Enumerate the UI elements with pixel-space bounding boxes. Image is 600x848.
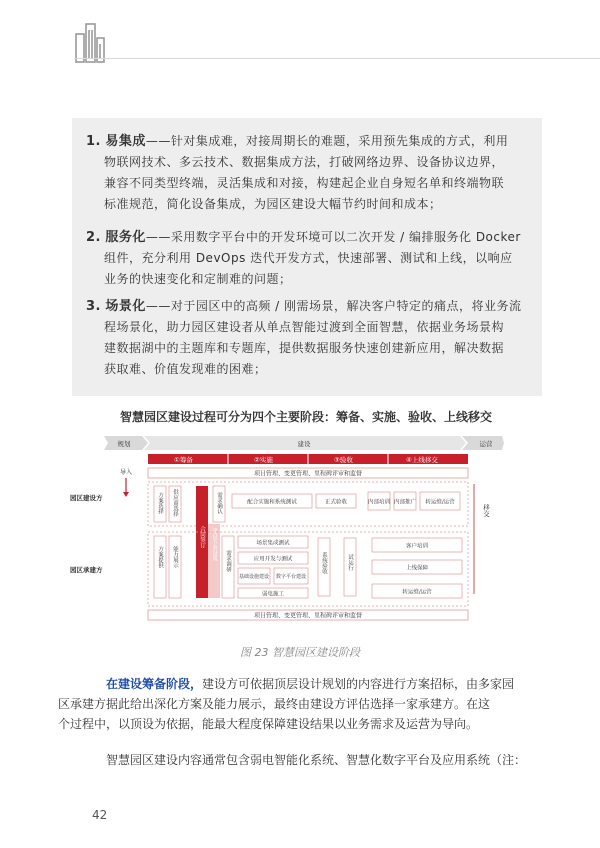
contractor-box: 数字平台建设 [275,574,307,580]
paragraph-2: 智慧园区建设内容通常包含弱电智能化系统、智慧化数字平台及应用系统（注： [106,753,527,767]
owner-box: 方案选择 [157,492,163,514]
center-box: 建设节奏设置 [211,528,217,561]
feature-number: 2. [86,230,101,245]
owner-box: 配合实施和系统测试 [247,499,297,506]
feature-item-1 [86,131,508,215]
paragraph-line: 建设方可依据顶层设计规划的内容进行方案招标，由多家园 [202,677,515,691]
construction-stages-diagram [70,434,504,638]
owner-label: 园区建设方 [70,494,103,502]
feature-item-3 [86,296,522,380]
figure-caption: 图 23 智慧园区建设阶段 [240,646,360,659]
page-number: 42 [92,808,108,822]
pm-bar-bottom-label: 项目管理、变更管理、里程碑评审和监督 [253,612,363,620]
feature-line: 组件，充分利用 DevOps 迭代开发方式，快速部署、测试和上线，以响应 [104,251,513,265]
center-box: 合同签订 [199,526,205,548]
feature-line: 物联网技术、多云技术、数据集成方法，打破网络边界、设备协议边界， [104,155,505,169]
feature-title: 场景化 [105,299,146,314]
contractor-box: 转运维/运营 [402,589,432,596]
contractor-box: 能力展示 [172,546,178,568]
owner-box: 内部推广 [393,499,417,506]
feature-title: 服务化 [105,230,146,245]
feature-line: 业务的快速变化和定制难的问题； [104,272,292,286]
owner-box: 正式验收 [324,499,348,506]
contractor-box: 上线保障 [405,565,429,572]
feature-title: 易集成 [105,134,146,149]
feature-item-2 [86,227,521,290]
ops-label: 运营 [479,440,493,448]
contractor-box: 需求调研 [225,550,231,572]
contractor-box: 方案提供 [157,546,163,568]
contractor-box: 系统验收 [321,552,327,574]
phase-impl: ②实施 [254,456,273,464]
feature-number: 3. [86,299,101,314]
feature-line: 程场景化，助力园区建设者从单点智能过渡到全面智慧，依据业务场景构 [104,320,505,334]
paragraph-line: 区承建方据此给出深化方案及能力展示，最终由建设方评估选择一家承建方。在这 [58,697,491,711]
header-rule [74,58,600,59]
owner-box: 需求确认 [216,492,222,514]
paragraph-highlight: 在建设筹备阶段， [106,677,203,691]
diagram-title: 智慧园区建设过程可分为四个主要阶段：筹备、实施、验收、上线移交 [120,410,493,424]
import-label: 导入 [119,469,133,476]
contractor-box: 基础设施建设 [238,574,270,580]
contractor-label: 园区承建方 [70,566,103,574]
handover-label: 移交 [482,504,490,517]
owner-box: 内部培训 [367,499,391,506]
feature-line: 标准规范，简化设备集成，为园区建设大幅节约时间和成本； [104,197,442,211]
phase-prep: ①筹备 [174,456,193,464]
pm-bar-top-label: 项目管理、变更管理、里程碑评审和监督 [253,470,363,478]
phase-launch: ④上线移交 [406,456,438,464]
paragraph-line: 个过程中，以顶设为依据，能最大程度保障建设结果以业务需求及运营为导向。 [58,717,479,731]
contractor-box: 客户培训 [405,543,429,550]
contractor-box: 试运行 [347,554,353,571]
feature-line: ——针对集成难，对接周期长的难题，采用预先集成的方式，利用 [145,134,509,148]
feature-line: ——采用数字平台中的开发环境可以二次开发 / 编排服务化 Docker [145,230,521,244]
plan-label: 规划 [117,440,131,448]
owner-box: 转运维/运营 [425,499,455,506]
contractor-box: 弱电施工 [261,591,285,598]
feature-number: 1. [86,134,101,149]
feature-line: 建数据湖中的主题库和专题库，提供数据服务快速创建新应用，解决数据 [104,341,505,355]
phase-accept: ③验收 [334,456,353,464]
contractor-box: 应用开发与测试 [253,556,293,563]
contractor-box: 场景集成测试 [256,540,290,547]
feature-line: 兼容不同类型终端，灵活集成和对接，构建起企业自身短名单和终端物联 [104,176,505,190]
paragraph-1 [58,674,532,734]
owner-box: 供应商选择 [172,489,178,517]
feature-line: 获取难、价值发现难的困难； [104,362,267,376]
feature-line: ——对于园区中的高频 / 刚需场景，解决客户特定的痛点，将业务流 [145,299,522,313]
build-label: 建设 [297,440,311,448]
